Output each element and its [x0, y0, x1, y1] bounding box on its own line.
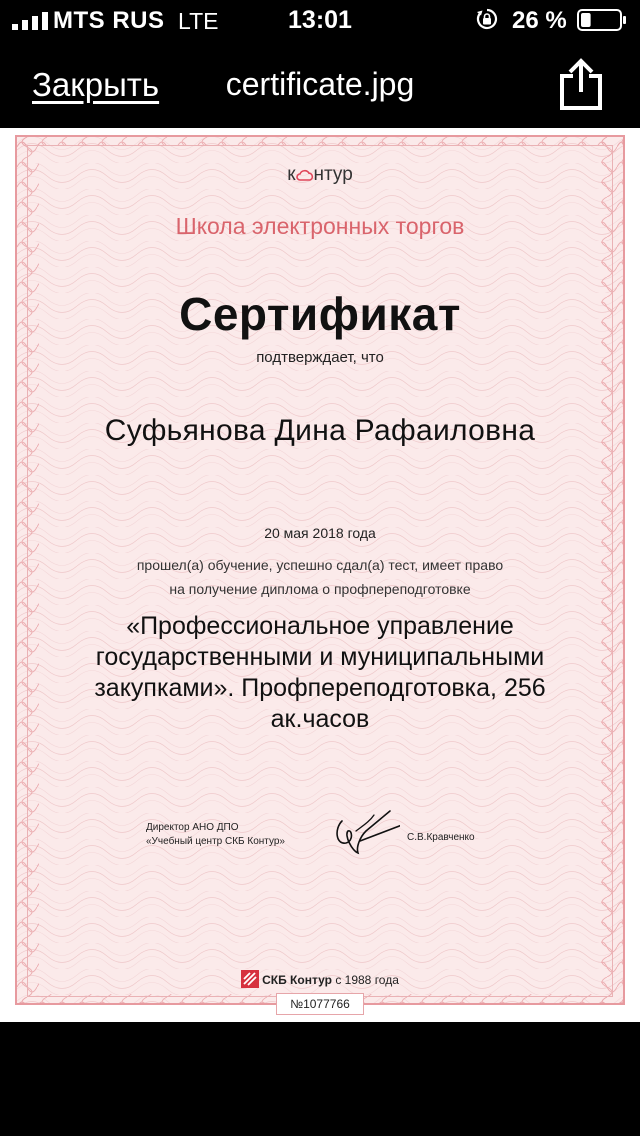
recipient-name: Суфьянова Дина Рафаиловна — [104, 414, 536, 447]
signature — [330, 801, 400, 863]
skb-brand-name: СКБ Контур — [262, 973, 332, 987]
serial-number: №1077766 — [276, 993, 364, 1015]
battery-percent: 26 % — [512, 7, 567, 34]
director-title — [146, 821, 285, 849]
cloud-icon — [296, 169, 314, 181]
program-line: закупками». Профпереподготовка, 256 — [94, 674, 546, 702]
kontur-logo — [17, 164, 623, 186]
skb-since: с 1988 года — [335, 973, 399, 987]
program-line: «Профессиональное управление — [126, 612, 514, 640]
director-line: «Учебный центр СКБ Контур» — [146, 836, 285, 847]
program-line: государственными и муниципальными — [95, 643, 545, 671]
status-bar — [0, 0, 640, 40]
carrier-name: MTS RUS — [53, 7, 165, 34]
battery-icon — [577, 9, 627, 31]
director-line: Директор АНО ДПО — [146, 822, 239, 833]
skb-logo-icon — [241, 970, 259, 988]
program-title — [72, 611, 568, 735]
file-title: certificate.jpg — [225, 66, 415, 102]
nav-bar — [0, 40, 640, 128]
certificate-image — [15, 135, 625, 1005]
clock: 13:01 — [288, 6, 352, 34]
bottom-area — [0, 1022, 640, 1136]
logo-text-start: к — [287, 164, 296, 185]
description-line: прошел(а) обучение, успешно сдал(а) тест, имеет право — [136, 557, 504, 573]
certificate-title: Сертификат — [179, 288, 461, 340]
network-type: LTE — [178, 8, 219, 34]
close-button[interactable]: Закрыть — [32, 66, 160, 103]
share-icon[interactable] — [558, 58, 604, 110]
school-name: Школа электронных торгов — [175, 213, 465, 239]
description-line: на получение диплома о профпереподготовке — [169, 581, 471, 597]
program-line: ак.часов — [270, 705, 370, 733]
issue-date: 20 мая 2018 года — [264, 525, 376, 541]
orientation-lock-icon — [476, 8, 498, 30]
confirms-text: подтверждает, что — [256, 349, 384, 366]
logo-text-end: нтур — [313, 164, 353, 185]
image-viewer[interactable] — [0, 128, 640, 1022]
skb-brand — [17, 970, 623, 988]
description — [17, 553, 623, 601]
signer-name: С.В.Кравченко — [407, 832, 475, 843]
